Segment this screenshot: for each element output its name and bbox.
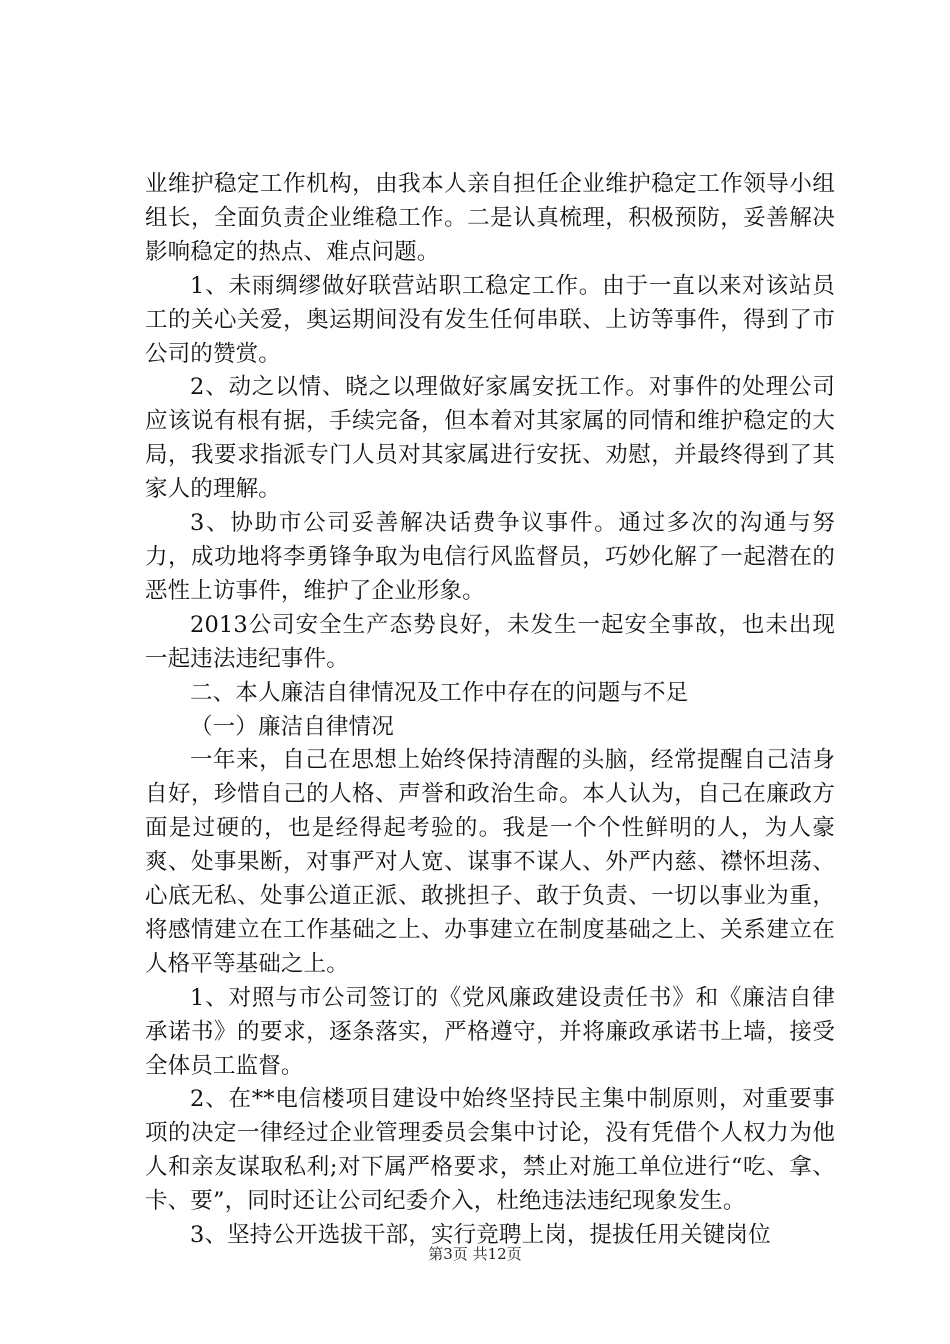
paragraph-continuation: 业维护稳定工作机构，由我本人亲自担任企业维护稳定工作领导小组组长，全面负责企业维稳工作。二是认真梳理，积极预防，妥善解决影响稳定的热点、难点问题。 <box>145 171 835 265</box>
subsection-heading: （一）廉洁自律情况 <box>190 713 394 740</box>
section-heading: 二、本人廉洁自律情况及工作中存在的问题与不足 <box>190 679 689 706</box>
paragraph-commitment-1: 1、对照与市公司签订的《党风廉政建设责任书》和《廉洁自律承诺书》的要求，逐条落实，严格遵守，并将廉政承诺书上墙，接受全体员工监督。 <box>145 984 835 1079</box>
paragraph-commitment-2: 2、在**电信楼项目建设中始终坚持民主集中制原则，对重要事项的决定一律经过企业管理委员会集中讨论，没有凭借个人权力为他人和亲友谋取私利;对下属严格要求，禁止对施工单位进行“吃、拿、卡、要”，同时还让公司纪委介入，杜绝违法违纪现象发生。 <box>145 1086 835 1215</box>
paragraph-item-3: 3、协助市公司妥善解决话费争议事件。通过多次的沟通与努力，成功地将李勇锋争取为电信行风监督员，巧妙化解了一起潜在的恶性上访事件，维护了企业形象。 <box>145 510 835 604</box>
paragraph-commitment-3: 3、坚持公开选拔干部，实行竞聘上岗，提拔任用关键岗位 <box>190 1222 771 1249</box>
paragraph-safety-summary: 2013公司安全生产态势良好，未发生一起安全事故，也未出现一起违法违纪事件。 <box>145 611 835 672</box>
paragraph-self-discipline: 一年来，自己在思想上始终保持清醒的头脑，经常提醒自己洁身自好，珍惜自己的人格、声誉和政治生命。本人认为，自己在廉政方面是过硬的，也是经得起考验的。我是一个个性鲜明的人，为人豪爽、处事果断，对事严对人宽、谋事不谋人、外严内慈、襟怀坦荡、心底无私、处事公道正派、敢挑担子、敢于负责、一切以事业为重，将感情建立在工作基础之上、办事建立在制度基础之上、关系建立在人格平等基础之上。 <box>145 747 835 977</box>
paragraph-item-2: 2、动之以情、晓之以理做好家属安抚工作。对事件的处理公司应该说有根有据，手续完备，但本着对其家属的同情和维护稳定的大局，我要求指派专门人员对其家属进行安抚、劝慰，并最终得到了其家人的理解。 <box>145 374 835 503</box>
paragraph-item-1: 1、未雨绸缪做好联营站职工稳定工作。由于一直以来对该站员工的关心关爱，奥运期间没有发生任何串联、上访等事件，得到了市公司的赞赏。 <box>145 272 835 367</box>
document-body <box>145 168 835 1253</box>
page-number-footer: 第3页 共12页 <box>428 1245 522 1263</box>
